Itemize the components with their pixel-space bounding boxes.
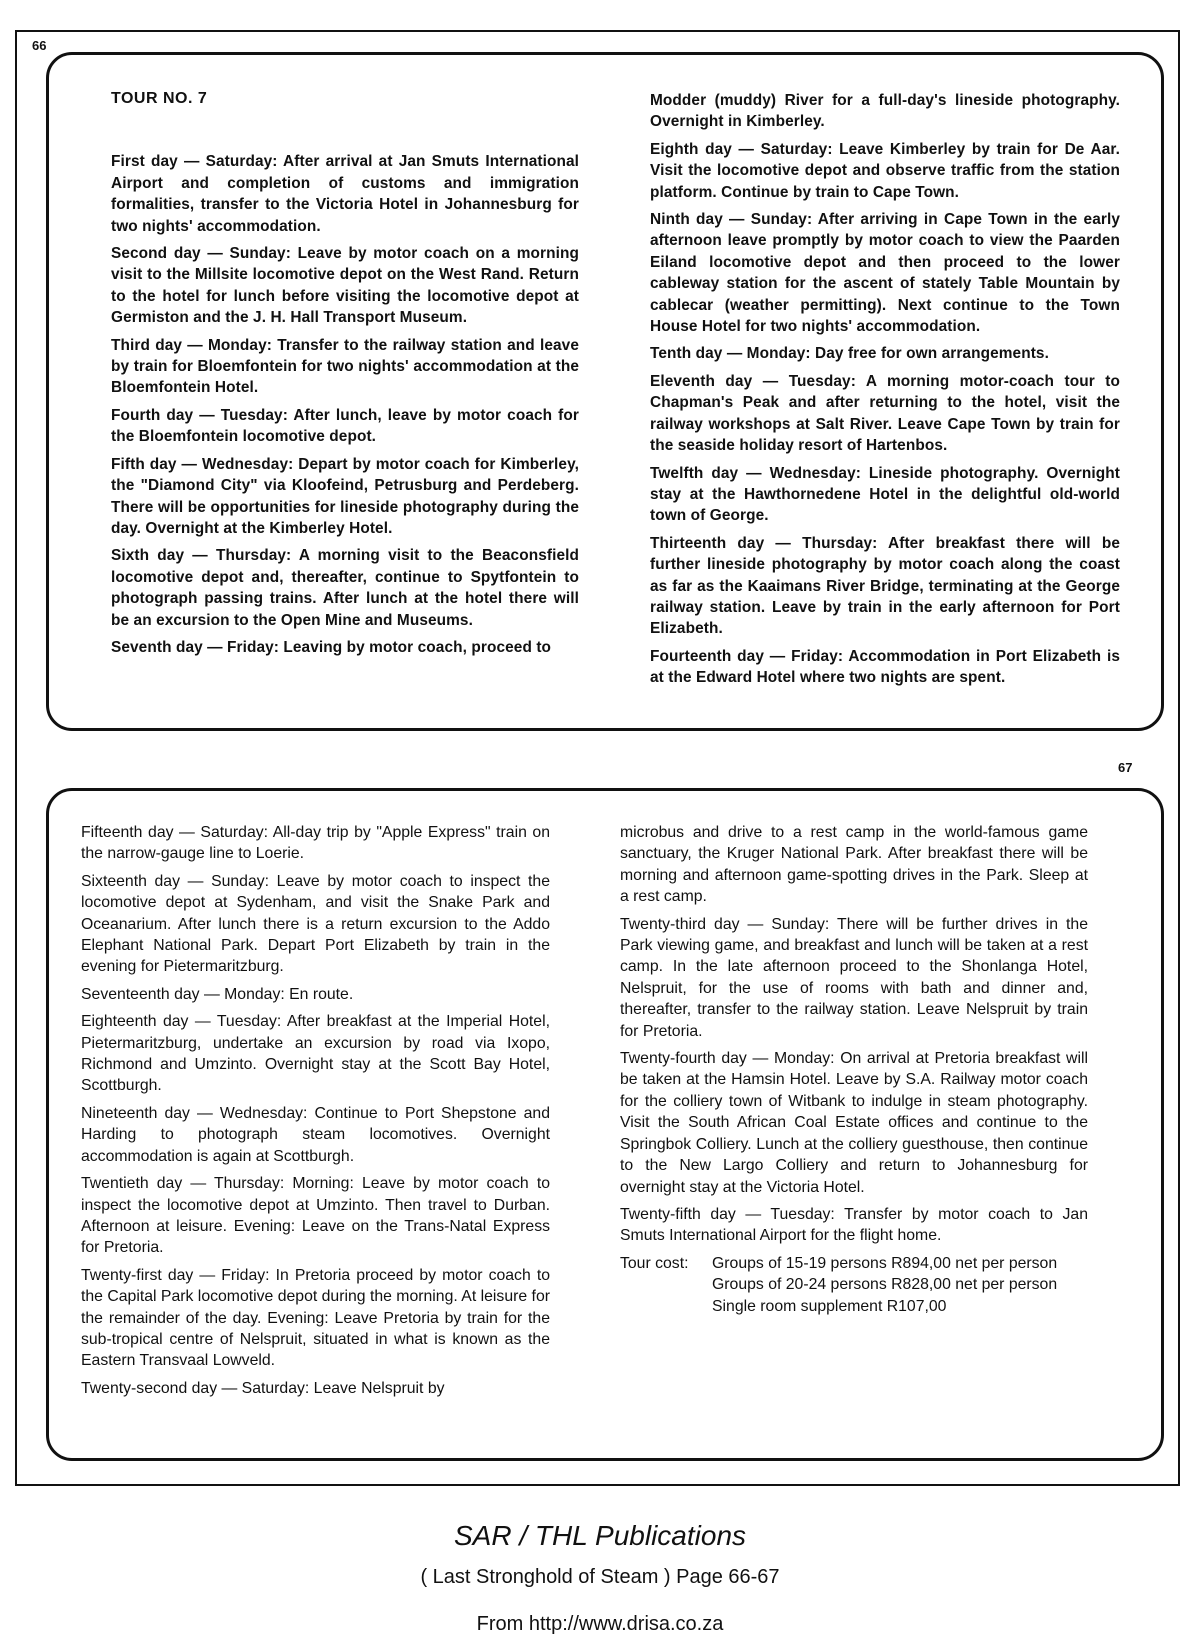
footer-title: SAR / THL Publications [453, 1520, 747, 1551]
tour-cost-line: Groups of 15-19 persons R894,00 net per person [712, 1254, 1058, 1272]
tour-cost-line: Groups of 20-24 persons R828,00 net per person [712, 1276, 1058, 1294]
itinerary-paragraph: Seventeenth day — Monday: En route. [81, 985, 354, 1003]
itinerary-paragraph: Thirteenth day — Thursday: After breakfast there will be further lineside photography by motor coach along the coast as far as the Kaaimans River Bridge, terminating at the George railway station. Leave by train in the early afternoon for Port Elizabeth. [650, 534, 1120, 638]
itinerary-paragraph: Fourth day — Tuesday: After lunch, leave by motor coach for the Bloemfontein locomotive depot. [111, 406, 579, 446]
itinerary-paragraph: Second day — Sunday: Leave by motor coach on a morning visit to the Millsite locomotive depot on the West Rand. Return to the hotel for lunch before visiting the locomotive depot at Germiston and the J. H. Hall Transport Museum. [111, 245, 579, 327]
itinerary-paragraph: Twenty-third day — Sunday: There will be further drives in the Park viewing game, and breakfast and lunch will be taken at a rest camp. In the late afternoon proceed to the Shonlanga Hotel, Nelspruit, for the use of rooms with bath and dinner and, thereafter, transfer to the railway station. Leave Nelspruit by train for Pretoria. [620, 915, 1088, 1040]
tour-title: TOUR NO. 7 [111, 90, 208, 107]
page-number-left: 66 [32, 38, 47, 53]
itinerary-paragraph: Eighth day — Saturday: Leave Kimberley by train for De Aar. Visit the locomotive depot and observe traffic from the station platform. Continue by train to Cape Town. [650, 140, 1120, 201]
itinerary-paragraph: Tenth day — Monday: Day free for own arrangements. [650, 345, 1049, 363]
itinerary-paragraph: Twelfth day — Wednesday: Lineside photography. Overnight stay at the Hawthornedene Hotel in the delightful old-world town of George. [650, 464, 1120, 525]
itinerary-paragraph: Eighteenth day — Tuesday: After breakfast at the Imperial Hotel, Pietermaritzburg, undertake an excursion by road via Ixopo, Richmond and Umzinto. Overnight stay at the Scott Bay Hotel, Scottburgh. [81, 1013, 550, 1095]
tour-cost-label: Tour cost: [620, 1254, 689, 1272]
itinerary-paragraph: Twentieth day — Thursday: Morning: Leave by motor coach to inspect the locomotive depot at Umzinto. Then travel to Durban. Afternoon at leisure. Evening: Leave on the Trans-Natal Express for Pretoria. [81, 1175, 550, 1257]
itinerary-paragraph: Sixth day — Thursday: A morning visit to the Beaconsfield locomotive depot and, thereafter, continue to Spytfontein to photograph passing trains. After lunch at the hotel there will be an excursion to the Open Mine and Museums. [111, 547, 579, 629]
itinerary-paragraph: First day — Saturday: After arrival at Jan Smuts International Airport and completion of customs and immigration formalities, transfer to the Victoria Hotel in Johannesburg for two nights' accommodation. [111, 153, 579, 235]
itinerary-paragraph: microbus and drive to a rest camp in the world-famous game sanctuary, the Kruger National Park. After breakfast there will be morning and afternoon game-spotting drives in the Park. Sleep at a rest camp. [620, 824, 1088, 906]
itinerary-paragraph: Fifteenth day — Saturday: All-day trip by "Apple Express" train on the narrow-gauge line to Loerie. [81, 824, 550, 863]
bottom-right-column [620, 822, 1088, 1317]
bottom-left-column [81, 822, 550, 1405]
page-number-right: 67 [1118, 760, 1133, 775]
footer-source: From http://www.drisa.co.za [476, 1613, 724, 1635]
itinerary-paragraph: Fourteenth day — Friday: Accommodation in Port Elizabeth is at the Edward Hotel where two nights are spent. [650, 647, 1120, 687]
itinerary-paragraph: Twenty-second day — Saturday: Leave Nelspruit by [81, 1379, 445, 1397]
itinerary-paragraph: Sixteenth day — Sunday: Leave by motor coach to inspect the locomotive depot at Sydenham, and visit the Snake Park and Oceanarium. After lunch there is a return excursion to the Addo Elephant National Park. Depart Port Elizabeth by train in the evening for Pietermaritzburg. [81, 872, 550, 976]
itinerary-paragraph: Twenty-first day — Friday: In Pretoria proceed by motor coach to the Capital Park locomotive depot during the morning. At leisure for the remainder of the day. Evening: Leave Pretoria by train for the sub-tropical centre of Nelspruit, situated in what is known as the Eastern Transvaal Lowveld. [81, 1266, 550, 1370]
itinerary-paragraph: Modder (muddy) River for a full-day's lineside photography. Overnight in Kimberley. [650, 92, 1120, 131]
top-left-column [111, 88, 579, 664]
itinerary-paragraph: Nineteenth day — Wednesday: Continue to Port Shepstone and Harding to photograph steam locomotives. Overnight accommodation is again at Scottburgh. [81, 1104, 550, 1165]
footer-subtitle: ( Last Stronghold of Steam ) Page 66-67 [420, 1566, 780, 1588]
tour-cost [620, 1253, 1088, 1317]
itinerary-paragraph: Ninth day — Sunday: After arriving in Cape Town in the early afternoon leave promptly by motor coach to view the Paarden Eiland locomotive depot and then proceed to the lower cableway station for the ascent of stately Table Mountain by cablecar (weather permitting). Next continue to the Town House Hotel for two nights' accommodation. [650, 211, 1120, 336]
tour-cost-line: Single room supplement R107,00 [712, 1297, 947, 1315]
itinerary-paragraph: Fifth day — Wednesday: Depart by motor coach for Kimberley, the "Diamond City" via Kloofeind, Petrusburg and Perdeberg. There will be opportunities for lineside photography during the day. Overnight at the Kimberley Hotel. [111, 455, 579, 537]
itinerary-paragraph: Twenty-fifth day — Tuesday: Transfer by motor coach to Jan Smuts International Airport for the flight home. [620, 1205, 1088, 1245]
itinerary-paragraph: Eleventh day — Tuesday: A morning motor-coach tour to Chapman's Peak and after returning to the hotel, visit the railway workshops at Salt River. Leave Cape Town by train for the seaside holiday resort of Hartenbos. [650, 372, 1120, 455]
itinerary-paragraph: Seventh day — Friday: Leaving by motor coach, proceed to [111, 638, 552, 656]
itinerary-paragraph: Twenty-fourth day — Monday: On arrival at Pretoria breakfast will be taken at the Hamsin Hotel. Leave by S.A. Railway motor coach for the colliery town of Witbank to indulge in steam photography. Visit the South African Coal Estate offices and continue to the Springbok Colliery. Lunch at the colliery guesthouse, then continue to the New Largo Colliery and return to Johannesburg for overnight stay at the Victoria Hotel. [620, 1050, 1088, 1196]
itinerary-paragraph: Third day — Monday: Transfer to the railway station and leave by train for Bloemfontein for two nights' accommodation at the Bloemfontein Hotel. [111, 336, 579, 397]
top-right-column [650, 90, 1120, 695]
